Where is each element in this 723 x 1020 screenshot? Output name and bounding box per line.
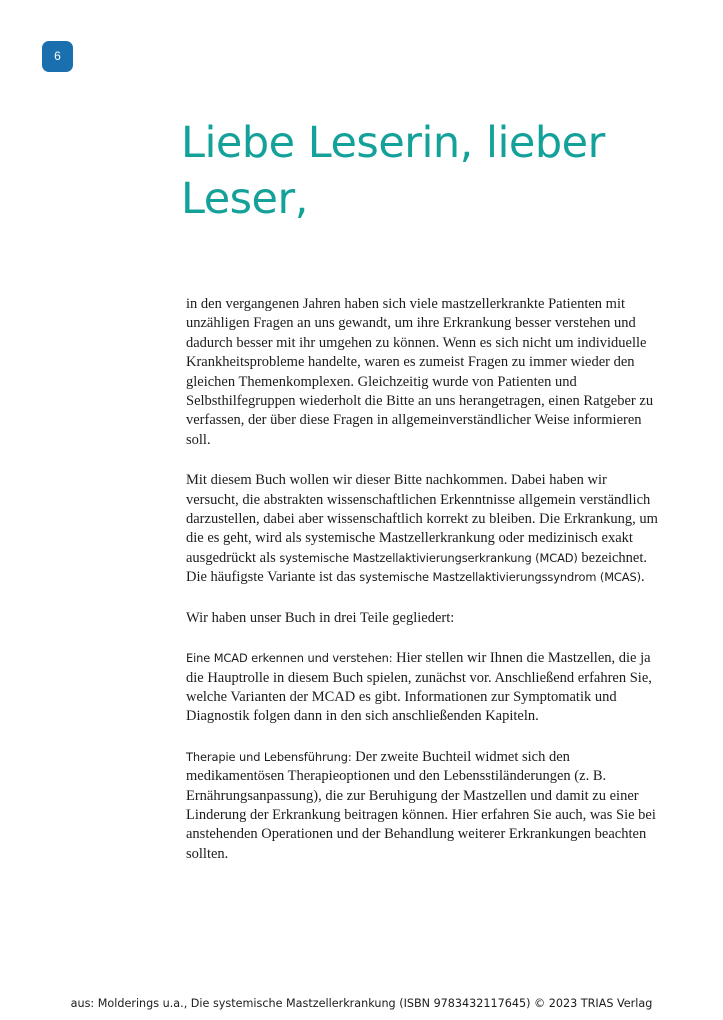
- part-1-heading: Eine MCAD erkennen und verstehen:: [186, 651, 393, 666]
- title-line-1: Liebe Leserin, lieber: [181, 118, 605, 168]
- part-1-text: Hier stellen wir Ihnen die Mastzellen, die ja die Hauptrolle in diesem Buch spielen, zunächst vor. Anschließend erfahren Sie, welche Varianten der MCAD es gibt. Informationen zur Symptomatik und Diagnostik folgen dann in den sich anschließenden Kapiteln.: [186, 650, 652, 725]
- title-line-2: Leser,: [181, 174, 308, 224]
- paragraph-intro: in den vergangenen Jahren haben sich viele mastzellerkrankte Patienten mit unzähligen Fragen an uns gewandt, um ihre Erkrankung besser verstehen und dadurch besser mit ihr umgehen zu können. Wenn es sich nicht um individuelle Krankheitsprobleme handelte, waren es zumeist Fragen zu immer wieder den gleichen Themenkomplexen. Gleichzeitig wurde von Patienten und Selbsthilfegruppen wiederholt die Bitte an uns herangetragen, einen Ratgeber zu verfassen, der über diese Fragen in allgemeinverständlicher Weise informieren soll.: [186, 296, 654, 448]
- page-number-badge: 6: [42, 41, 73, 72]
- source-footer: aus: Molderings u.a., Die systemische Mastzellerkrankung (ISBN 9783432117645) © 2023 TRIAS Verlag: [70, 997, 653, 1010]
- body-text: [186, 295, 660, 885]
- paragraph-purpose: [186, 471, 660, 587]
- paragraph-purpose-text-b: bezeichnet. Die häufigste Variante ist das: [186, 549, 648, 586]
- paragraph-structure: Wir haben unser Buch in drei Teile gegliedert:: [186, 609, 455, 626]
- term-mcas: systemische Mastzellaktivierungssyndrom (MCAS): [359, 570, 641, 585]
- paragraph-purpose-text-c: .: [640, 569, 645, 586]
- paragraph-purpose-text-a: Mit diesem Buch wollen wir dieser Bitte nachkommen. Dabei haben wir versucht, die abstrakten wissenschaftlichen Erkenntnisse allgemein verständlich darzustellen, dabei aber wissenschaftlich korrekt zu bleiben. Die Erkrankung, um die es geht, wird als systemische Mastzellerkrankung oder medizinisch exakt ausgedrückt als: [186, 472, 658, 566]
- paragraph-part-1: [186, 649, 660, 727]
- part-2-heading: Therapie und Lebensführung:: [186, 749, 352, 764]
- paragraph-part-2: [186, 748, 660, 864]
- part-2-text: Der zweite Buchteil widmet sich den medikamentösen Therapieoptionen und den Lebensstiländerungen (z. B. Ernährungsanpassung), die zur Beruhigung der Mastzellen und damit zu einer Linderung der Erkrankung beitragen können. Hier erfahren Sie auch, was Sie bei anstehenden Operationen und der Behandlung weiterer Erkrankungen beachten sollten.: [186, 748, 656, 862]
- page-title: [181, 115, 681, 227]
- term-mcad: systemische Mastzellaktivierungserkrankung (MCAD): [279, 550, 578, 565]
